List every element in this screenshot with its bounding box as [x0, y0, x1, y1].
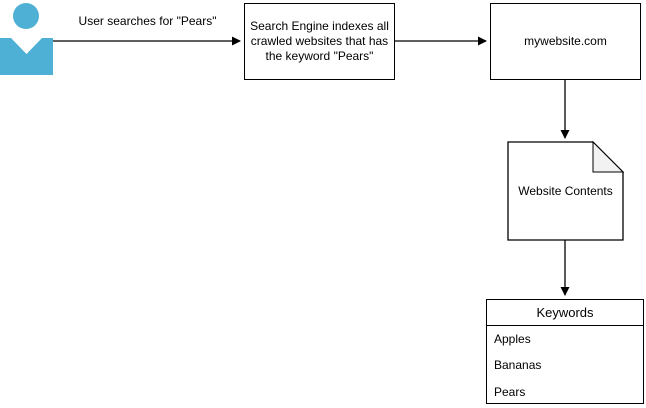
node-mywebsite [490, 3, 641, 80]
keywords-row-bananas: Bananas [494, 358, 542, 373]
node-search-engine-label: Search Engine indexes all crawled websites that has the keyword "Pears" [250, 19, 389, 63]
keywords-table [486, 299, 644, 404]
node-mywebsite-label: mywebsite.com [524, 34, 607, 48]
keywords-row-apples: Apples [494, 332, 531, 347]
edge-label-user-search: User searches for "Pears" [60, 14, 235, 28]
user-icon [0, 3, 53, 75]
keywords-row-pears: Pears [494, 384, 526, 399]
node-website-contents-label: Website Contents [518, 184, 613, 198]
keywords-table-header: Keywords [487, 300, 643, 326]
node-search-engine [244, 3, 395, 80]
